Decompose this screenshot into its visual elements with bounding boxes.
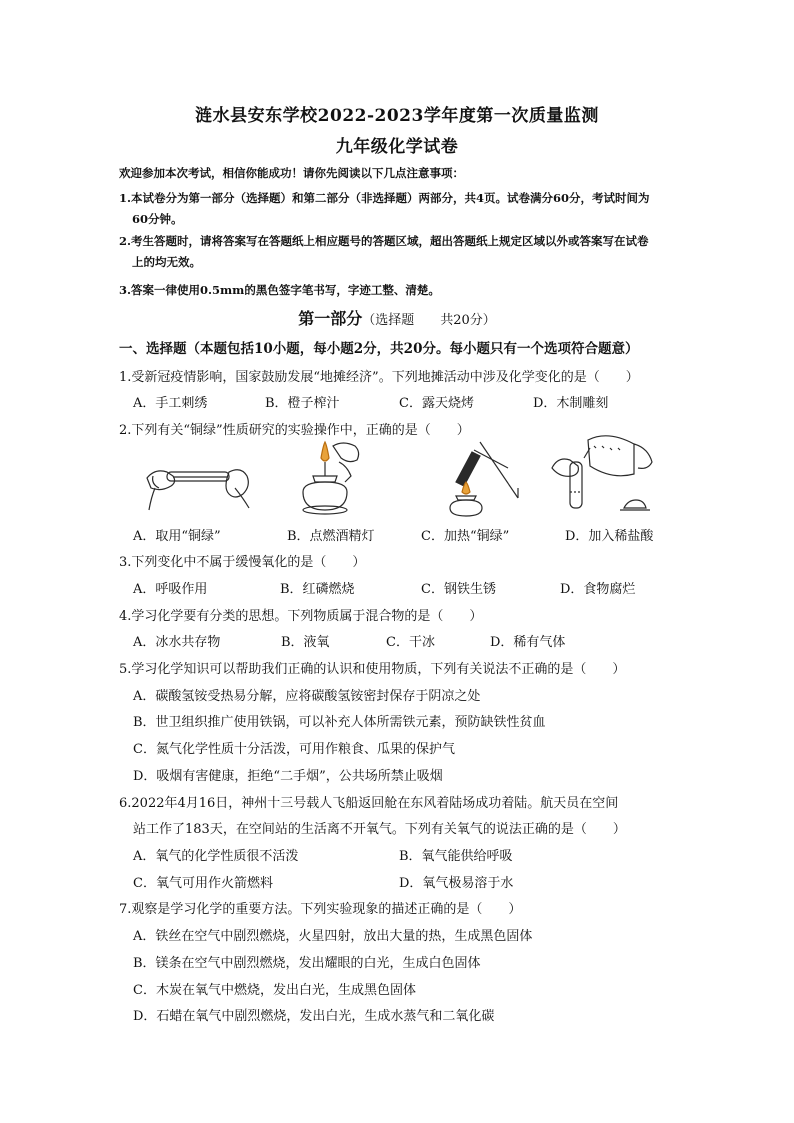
q3-option-b: B．红磷燃烧 (280, 582, 355, 597)
question-3-stem: 3.下列变化中不属于缓慢氧化的是（ ） (119, 555, 366, 570)
pouring-acid-icon (548, 432, 658, 522)
q5-option-c: C．氮气化学性质十分活泼，可用作粮食、瓜果的保护气 (133, 742, 455, 757)
q1-option-c: C．露天烧烤 (399, 396, 474, 411)
exam-title: 涟水县安东学校2022-2023学年度第一次质量监测 (195, 106, 599, 126)
question-1-stem: 1.受新冠疫情影响，国家鼓励发展“地摊经济”。下列地摊活动中涉及化学变化的是（ ） (119, 370, 639, 385)
q3-option-d: D．食物腐烂 (560, 582, 636, 597)
notes-intro: 欢迎参加本次考试，相信你能成功！请你先阅读以下几点注意事项： (119, 166, 464, 180)
figure-add-acid (548, 432, 658, 522)
note-3: 3.答案一律使用0.5mm的黑色签字笔书写，字迹工整、清楚。 (119, 283, 440, 297)
question-4-stem: 4.学习化学要有分类的思想。下列物质属于混合物的是（ ） (119, 609, 483, 624)
q6-option-c: C．氧气可用作火箭燃料 (133, 876, 273, 891)
heating-test-tube-icon (438, 438, 528, 518)
note-2-line-1: 2.考生答题时，请将答案写在答题纸上相应题号的答题区域，超出答题纸上规定区域以外或答案写在试卷 (119, 234, 649, 248)
q6-option-a: A．氧气的化学性质很不活泼 (133, 849, 299, 864)
q3-option-c: C．钢铁生锈 (421, 582, 496, 597)
q7-option-b: B．镁条在空气中剧烈燃烧，发出耀眼的白光，生成白色固体 (133, 956, 481, 971)
part-one-subtitle: （选择题 共20分） (362, 313, 496, 328)
note-2-line-2: 上的均无效。 (132, 255, 201, 269)
note-1-line-2: 60分钟。 (132, 212, 183, 226)
q2-option-b: B．点燃酒精灯 (287, 529, 375, 544)
q7-option-c: C．木炭在氧气中燃烧，发出白光，生成黑色固体 (133, 983, 416, 998)
q2-option-d: D．加入稀盐酸 (565, 529, 654, 544)
q7-option-d: D．石蜡在氧气中剧烈燃烧，发出白光，生成水蒸气和二氧化碳 (133, 1009, 495, 1024)
note-1-line-1: 1.本试卷分为第一部分（选择题）和第二部分（非选择题）两部分，共4页。试卷满分60分，考试时间为 (119, 191, 650, 205)
q4-option-a: A．冰水共存物 (133, 635, 221, 650)
q4-option-c: C．干冰 (386, 635, 435, 650)
question-7-stem: 7.观察是学习化学的重要方法。下列实验现象的描述正确的是（ ） (119, 902, 522, 917)
question-6-stem-cont: 站工作了183天，在空间站的生活离不开氧气。下列有关氧气的说法正确的是（ ） (133, 822, 626, 837)
figure-heat-powder (438, 438, 528, 518)
q3-option-a: A．呼吸作用 (133, 582, 208, 597)
section-heading: 一、选择题（本题包括10小题，每小题2分，共20分。每小题只有一个选项符合题意） (119, 341, 639, 357)
q1-option-b: B．橙子榨汁 (265, 396, 340, 411)
q7-option-a: A．铁丝在空气中剧烈燃烧，火星四射，放出大量的热，生成黑色固体 (133, 929, 533, 944)
q6-option-d: D．氧气极易溶于水 (399, 876, 514, 891)
question-6-stem: 6.2022年4月16日，神州十三号载人飞船返回舱在东风着陆场成功着陆。航天员在空间 (119, 796, 619, 811)
q2-option-a: A．取用“铜绿” (133, 529, 221, 544)
q4-option-b: B．液氧 (281, 635, 330, 650)
q5-option-a: A．碳酸氢铵受热易分解，应将碳酸氢铵密封保存于阴凉之处 (133, 689, 481, 704)
part-one-heading (0, 306, 794, 329)
exam-subtitle: 九年级化学试卷 (335, 137, 459, 157)
part-one-title: 第一部分 (298, 309, 363, 328)
q5-option-d: D．吸烟有害健康，拒绝“二手烟”，公共场所禁止吸烟 (133, 769, 443, 784)
question-5-stem: 5.学习化学知识可以帮助我们正确的认识和使用物质，下列有关说法不正确的是（ ） (119, 662, 626, 677)
figure-take-powder (143, 448, 253, 514)
figure-light-lamp (293, 438, 363, 518)
q1-option-d: D．木制雕刻 (533, 396, 609, 411)
question-2-stem: 2.下列有关“铜绿”性质研究的实验操作中，正确的是（ ） (119, 423, 470, 438)
q6-option-b: B．氧气能供给呼吸 (399, 849, 513, 864)
q4-option-d: D．稀有气体 (490, 635, 566, 650)
q5-option-b: B．世卫组织推广使用铁锅，可以补充人体所需铁元素，预防缺铁性贫血 (133, 715, 546, 730)
q2-option-c: C．加热“铜绿” (421, 529, 510, 544)
q1-option-a: A．手工刺绣 (133, 396, 208, 411)
alcohol-lamp-icon (293, 438, 363, 518)
spatula-test-tube-icon (143, 448, 253, 514)
